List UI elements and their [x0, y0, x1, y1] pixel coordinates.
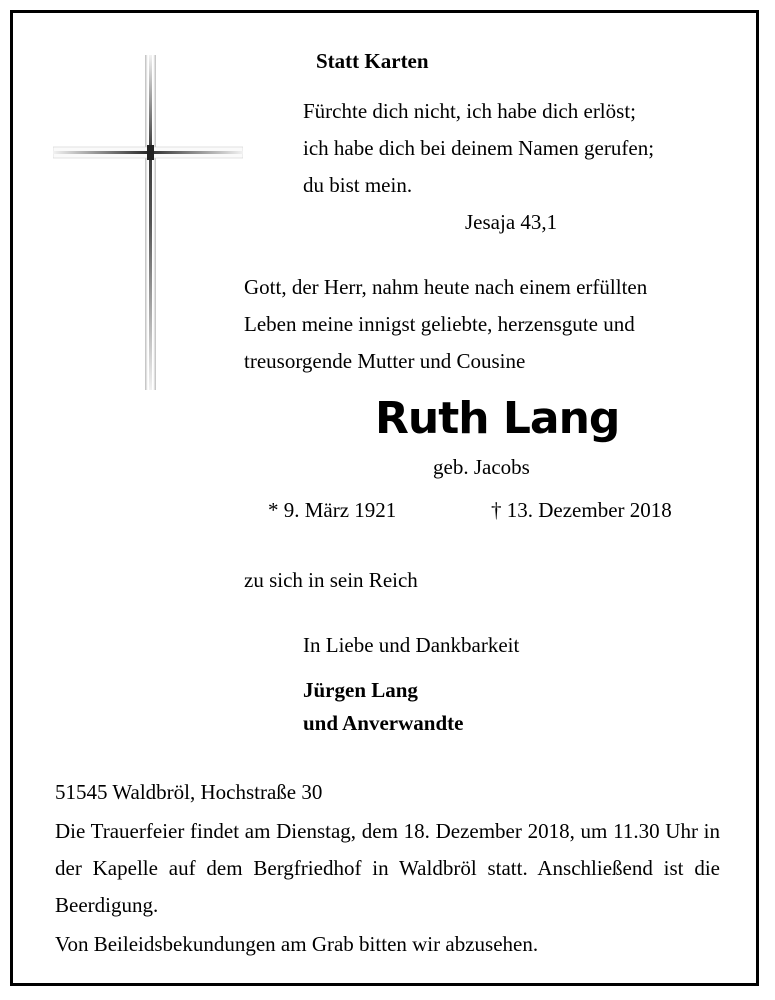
statt-karten-label: Statt Karten: [316, 49, 429, 73]
intro-line-1: Gott, der Herr, nahm heute nach einem erfüllten: [244, 275, 648, 299]
verse-line-1: Fürchte dich nicht, ich habe dich erlöst;: [303, 99, 636, 123]
cross-icon: [53, 55, 243, 390]
condolence-note: Von Beileidsbekundungen am Grab bitten wir abzusehen.: [55, 932, 539, 956]
deceased-name: Ruth Lang: [375, 393, 620, 444]
verse-line-3: du bist mein.: [303, 173, 413, 197]
birth-date: * 9. März 1921: [268, 498, 397, 522]
signature-name-2: und Anverwandte: [303, 711, 464, 735]
signature-salutation: In Liebe und Dankbarkeit: [303, 633, 520, 657]
intro-line-2: Leben meine innigst geliebte, herzensgute und: [244, 312, 635, 336]
verse-reference: Jesaja 43,1: [465, 210, 558, 234]
address: 51545 Waldbröl, Hochstraße 30: [55, 780, 323, 804]
birth-name: geb. Jacobs: [433, 455, 530, 479]
intro-line-3: treusorgende Mutter und Cousine: [244, 349, 526, 373]
verse-line-2: ich habe dich bei deinem Namen gerufen;: [303, 136, 655, 160]
signature-name-1: Jürgen Lang: [303, 678, 418, 702]
ceremony-text: Die Trauerfeier findet am Dienstag, dem 18. Dezember 2018, um 11.30 Uhr in der Kapelle auf dem Bergfriedhof in Waldbröl statt. Anschließend ist die Beerdigung.: [55, 819, 720, 917]
closing-text: zu sich in sein Reich: [244, 568, 418, 592]
death-date: † 13. Dezember 2018: [491, 498, 672, 522]
obituary-notice: [10, 10, 759, 986]
